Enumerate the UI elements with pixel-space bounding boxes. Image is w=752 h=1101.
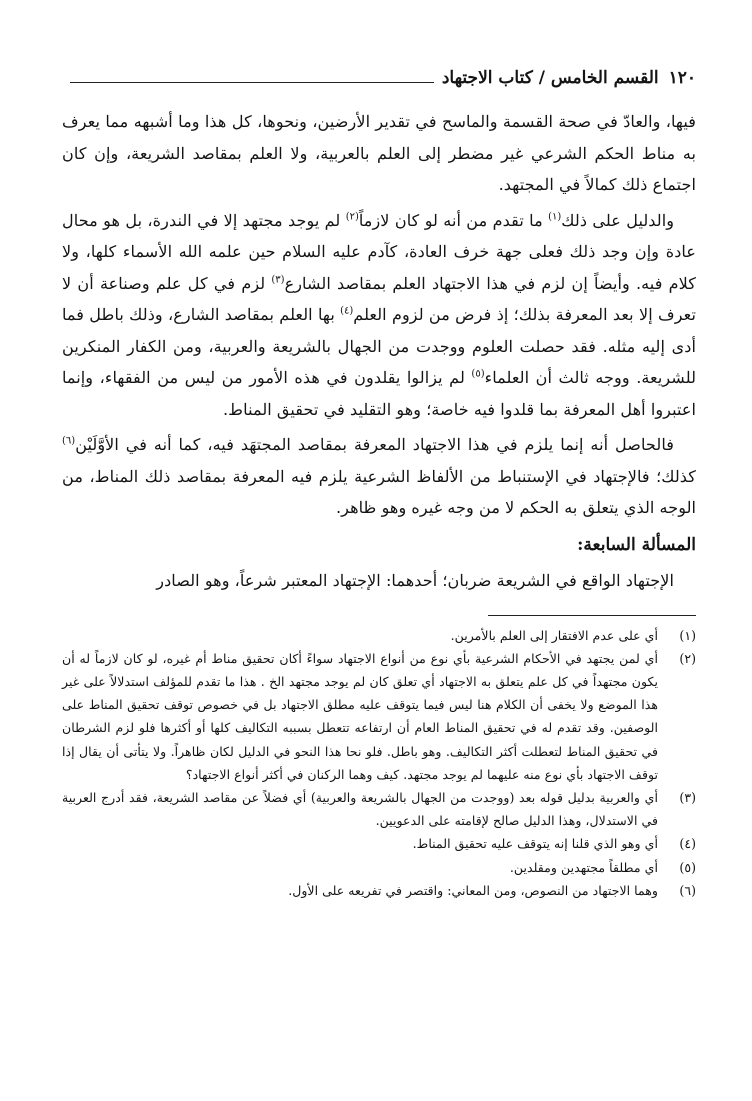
- note-ref-6: (٦): [62, 435, 76, 447]
- footnote-text: أي والعربية بدليل قوله بعد (ووجدت من الجهال بالشريعة والعربية) أي فضلاً عن مقاصد الشريعة، فقد أدرج العربية في الاستدلال، وهذا الدليل صالح لإقامته على الدعويين.: [62, 789, 658, 829]
- footnote-number: (٢): [679, 650, 696, 666]
- footnote-number: (٤): [679, 836, 696, 852]
- footnote-2: [62, 647, 696, 786]
- footnote-number: (٥): [679, 859, 696, 875]
- footnote-3: [62, 786, 696, 832]
- running-header: [62, 68, 696, 94]
- text-run: لم يزالوا يقلدون في هذه الأمور من ليس من الفقهاء، وإنما اعتبروا أهل المعرفة بما قلدوا فيه خاصة؛ وهو التقليد في تحقيق المناط.: [62, 368, 696, 419]
- footnote-separator: [488, 615, 696, 616]
- main-text: [62, 106, 696, 597]
- header-rule: [70, 82, 434, 83]
- section-heading: المسألة السابعة:: [577, 534, 696, 555]
- paragraph-2: [62, 205, 696, 426]
- page: [62, 68, 696, 902]
- footnote-number: (٣): [679, 789, 696, 805]
- paragraph-1: فيها، والعادّ في صحة القسمة والماسح في تقدير الأرضين، ونحوها، كل هذا وما أشبهه مما يعرف به مناط الحكم الشرعي غير مضطر إلى العلم بالعربية، ولا العلم بمقاصد الشريعة، وإن كان اجتماع ذلك كمالاً في المجتهد.: [62, 112, 696, 194]
- footnote-text: وهما الاجتهاد من النصوص، ومن المعاني: واقتصر في تفريعه على الأول.: [288, 882, 658, 898]
- note-ref-4: (٤): [340, 305, 354, 317]
- footnote-text: أي وهو الذي قلنا إنه يتوقف عليه تحقيق المناط.: [412, 836, 658, 852]
- footnote-1: [62, 624, 696, 647]
- footnote-text: أي لمن يجتهد في الأحكام الشرعية بأي نوع من أنواع الاجتهاد سواءً أكان تحقيق مناط أم غيره، لو كان لازماً له أن يكون مجتهداً في كل علم يتعلق به الاجتهاد أي تعلق كان لم يوجد مجتهد الخ . هذا ما تقدم للمؤلف استدلالاً على غير هذا الموضع ولا يخفى أن الكلام هنا ليس فيما يتوقف عليه مطلق الاجتهاد بل في خصوص توقف تحقيق المناط على الوصفين. وقد تقدم له في تحقيق المناط العام أن ارتفاعه تتعطل بسببه التكاليف كلها أو أكثرها فلو لزم الشرطان في تحقيق المناط لتعطلت أكثر التكاليف. وهو باطل. فلو نحا هذا النحو في الدليل لكان ظاهراً. ولا يتأتى أن يقال إذا توقف الاجتهاد بأي نوع منه عليهما لم يوجد مجتهد. كيف وهما الركنان في أكثر أنواع الاجتهاد؟: [62, 650, 658, 782]
- note-ref-2: (٢): [345, 211, 359, 223]
- text-run: والدليل على ذلك: [561, 210, 675, 230]
- paragraph-4: الإجتهاد الواقع في الشريعة ضربان؛ أحدهما: الإجتهاد المعتبر شرعاً، وهو الصادر: [156, 571, 674, 590]
- note-ref-5: (٥): [471, 368, 485, 380]
- footnote-4: [62, 832, 696, 855]
- paragraph-3: [62, 429, 696, 524]
- section-title: القسم الخامس / كتاب الاجتهاد: [441, 68, 659, 88]
- text-run: لم يوجد مجتهد إلا في الندرة، بل هو محال عادة وإن وجد ذلك فعلى جهة خرف العادة، كآدم عليه السلام حين علمه الله الأسماء كلها، ولا كلام فيه. وأيضاً إن لزم في هذا الاجتهاد العلم بمقاصد الشارع: [62, 210, 696, 293]
- footnote-number: (٦): [679, 882, 696, 898]
- note-ref-1: (١): [548, 211, 562, 223]
- text-run: لزم في كل علم وصناعة أن لا تعرف إلا بعد المعرفة بذلك؛ إذ فرض من لزوم العلم: [62, 273, 696, 324]
- footnote-text: أي مطلقاً مجتهدين ومقلدين.: [509, 859, 658, 875]
- text-run: كذلك؛ فالإجتهاد في الإستنباط من الألفاظ الشرعية يلزم فيه المعرفة بمقاصد ذلك المناط، من الوجه الذي يتعلق به الحكم لا من وجه غيره وهو ظاهر.: [62, 466, 696, 517]
- footnote-6: [62, 879, 696, 902]
- text-run: ما تقدم من أنه لو كان لازماً: [358, 210, 549, 230]
- text-run: فالحاصل أنه إنما يلزم في هذا الاجتهاد المعرفة بمقاصد المجتهَد فيه، كما أنه في الأوَّلَيْن: [75, 435, 674, 454]
- footnote-number: (١): [679, 627, 696, 643]
- footnote-text: أي على عدم الافتقار إلى العلم بالأمرين.: [450, 627, 658, 643]
- footnotes: [62, 624, 696, 902]
- footnote-5: [62, 856, 696, 879]
- text-run: بها العلم بمقاصد الشارع، وذلك باطل فما أدى إليه مثله. فقد حصلت العلوم ووجدت من الجهال بالشريعة والعربية، ومن الكفار المنكرين للشريعة. ووجه ثالث أن العلماء: [62, 305, 696, 387]
- page-number: ١٢٠: [668, 68, 696, 88]
- note-ref-3: (٣): [271, 274, 285, 286]
